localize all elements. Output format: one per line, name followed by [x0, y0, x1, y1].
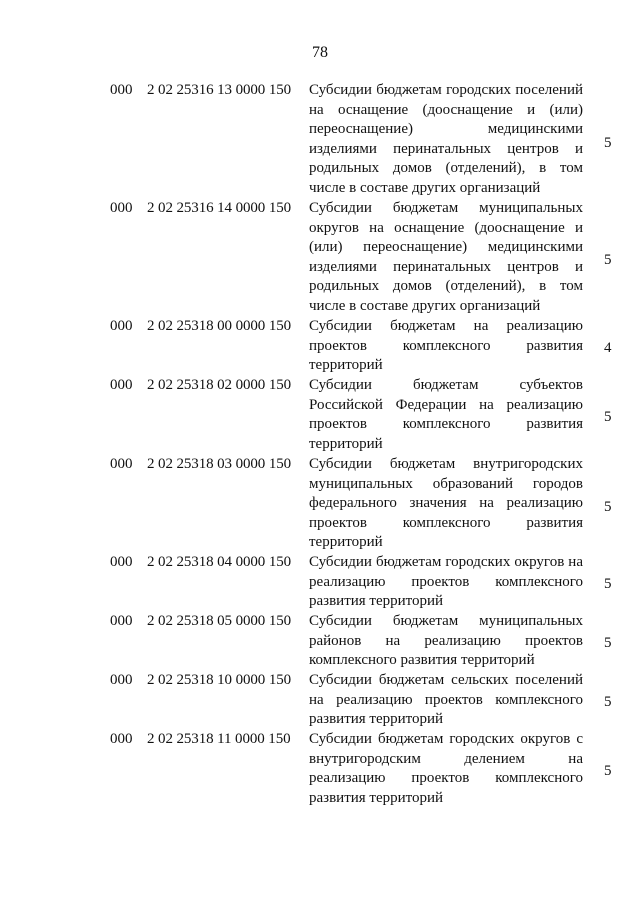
kbk-code: 2 02 25318 03 0000 150 — [147, 456, 292, 472]
table-row — [0, 81, 640, 199]
row-amount: 4 — [604, 340, 612, 356]
table-row — [0, 553, 640, 612]
table-row — [0, 317, 640, 376]
row-description: Субсидии бюджетам субъектов Российской Федерации на реализацию проектов комплексного развития территорий — [309, 377, 583, 452]
row-amount: 5 — [604, 252, 612, 268]
table-row — [0, 730, 640, 809]
kbk-code: 2 02 25318 11 0000 150 — [147, 731, 291, 747]
admin-code: 000 — [110, 200, 133, 216]
table-row — [0, 199, 640, 317]
page-number: 78 — [312, 44, 328, 61]
table-row — [0, 376, 640, 455]
row-amount: 5 — [604, 763, 612, 779]
kbk-code: 2 02 25318 02 0000 150 — [147, 377, 292, 393]
row-description: Субсидии бюджетам внутригородских муниципальных образований городов федерального значения на реализацию проектов комплексного развития территорий — [309, 456, 583, 551]
row-amount: 5 — [604, 635, 612, 651]
admin-code: 000 — [110, 82, 133, 98]
admin-code: 000 — [110, 456, 133, 472]
kbk-code: 2 02 25316 14 0000 150 — [147, 200, 292, 216]
row-description: Субсидии бюджетам муниципальных районов на реализацию проектов комплексного развития территорий — [309, 613, 583, 669]
row-description: Субсидии бюджетам городских округов на реализацию проектов комплексного развития территорий — [309, 554, 583, 610]
row-amount: 5 — [604, 499, 612, 515]
admin-code: 000 — [110, 731, 133, 747]
admin-code: 000 — [110, 613, 133, 629]
row-description: Субсидии бюджетам муниципальных округов на оснащение (дооснащение и (или) переоснащение) медицинскими изделиями перинатальных центров и родильных домов (отделений), в том числе в составе других организаций — [309, 200, 583, 314]
kbk-code: 2 02 25318 05 0000 150 — [147, 613, 292, 629]
row-amount: 5 — [604, 135, 612, 151]
row-description: Субсидии бюджетам сельских поселений на реализацию проектов комплексного развития территорий — [309, 672, 583, 728]
table-row — [0, 455, 640, 553]
row-description: Субсидии бюджетам городских округов с внутригородским делением на реализацию проектов комплексного развития территорий — [309, 731, 583, 806]
admin-code: 000 — [110, 554, 133, 570]
admin-code: 000 — [110, 672, 133, 688]
kbk-code: 2 02 25316 13 0000 150 — [147, 82, 292, 98]
row-amount: 5 — [604, 409, 612, 425]
kbk-code: 2 02 25318 00 0000 150 — [147, 318, 292, 334]
table-row — [0, 612, 640, 671]
kbk-code: 2 02 25318 10 0000 150 — [147, 672, 292, 688]
row-amount: 5 — [604, 694, 612, 710]
row-description: Субсидии бюджетам городских поселений на оснащение (дооснащение и (или) переоснащение) медицинскими изделиями перинатальных центров и родильных домов (отделений), в том числе в составе других организаций — [309, 82, 583, 196]
admin-code: 000 — [110, 318, 133, 334]
admin-code: 000 — [110, 377, 133, 393]
row-description: Субсидии бюджетам на реализацию проектов комплексного развития территорий — [309, 318, 583, 374]
table-row — [0, 671, 640, 730]
row-amount: 5 — [604, 576, 612, 592]
kbk-code: 2 02 25318 04 0000 150 — [147, 554, 292, 570]
